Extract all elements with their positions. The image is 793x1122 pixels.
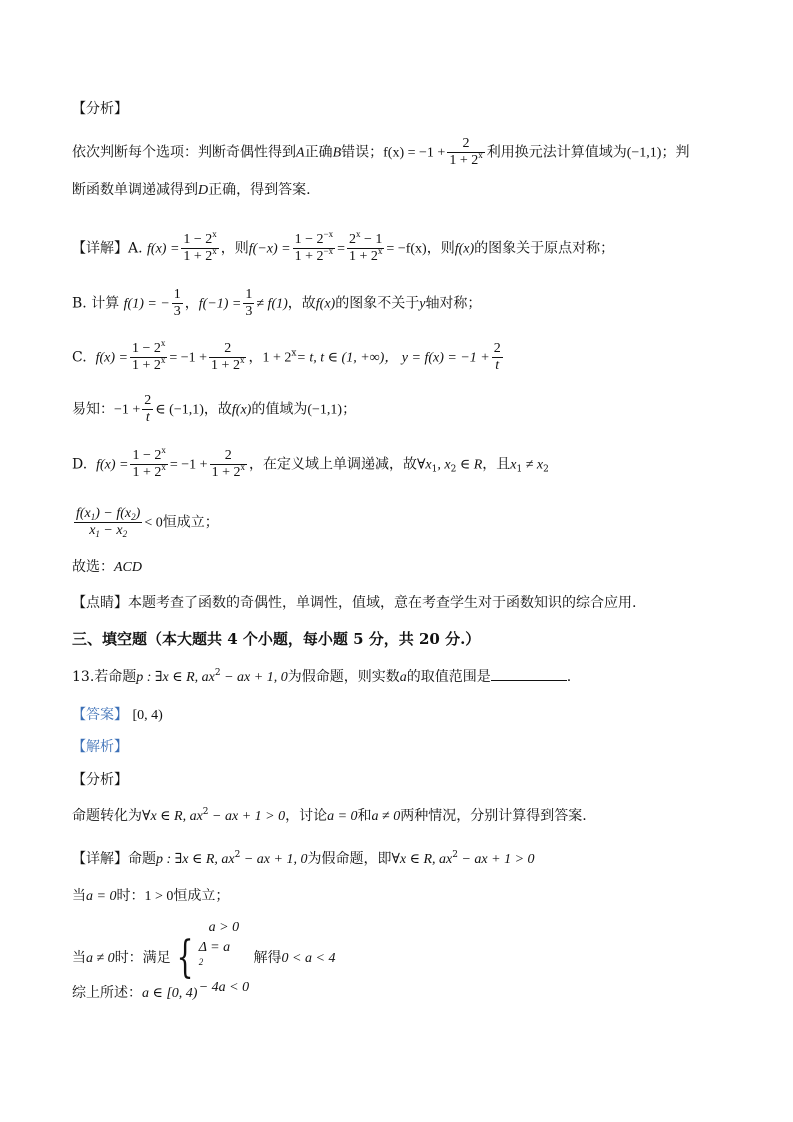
analysis-heading: 【分析】 [72, 101, 128, 117]
q13-summary: 综上所述：a ∈ [0, 4) [72, 985, 198, 1001]
analysis-line-2: 断函数单调递减得到D正确，得到答案. [72, 182, 311, 198]
q13-analysis: 命题转化为∀x ∈ R, $ax^2$ − ax + 1 > 0，讨论a = 0和a ≠ 0两种情况，分别计算得到答案. [72, 807, 587, 824]
q13-fenxi: 【分析】 [72, 772, 128, 788]
q13-analysis-tag: 【解析】 [72, 739, 128, 755]
detail-line-range: 易知：−1 + $\frac{2}{t}$ ∈ (−1,1)，故f(x)的值域为(−1,1)； [72, 393, 357, 425]
detail-line-A: 【详解】A. f(x) = $\frac{1 - 2^x}{1 + 2^x}$ ，则f(−x) = $\frac{1 - 2^{-x}}{1 + 2^{-x}}$ = $\frac{2^x - 1}{1 + 2^x}$ = −f(x)，则f(x)的图象关于原点对称； [72, 229, 615, 264]
detail-line-C: C. f(x) = $\frac{1 - 2^x}{1 + 2^x}$ = −1 + $\frac{2}{1 + 2^x}$ ，$1 + 2^x= t$, t ∈ (1, +∞)， y = f(x) = −1 + $\frac{2}{t}$ [72, 338, 501, 373]
section-title: 三、填空题（本大题共 4 个小题，每小题 5 分，共 20 分.） [72, 630, 481, 648]
brace-symbol: { [176, 932, 194, 983]
q13-detail: 【详解】命题p : ∃x ∈ R, $ax^2$ − ax + 1, 0为假命题，即∀x ∈ R, $ax^2$ − ax + 1 > 0 [72, 850, 535, 867]
analysis-line-1: 依次判断每个选项：判断奇偶性得到A正确B错误；f(x) = −1 + $\frac{2}{1 + 2^x}$ 利用换元法计算值域为(−1,1)；判 [72, 136, 690, 168]
answer-blank [491, 668, 567, 681]
detail-line-quotient: $\frac{f(x_1) - f(x_2)}{x_1 - x_2}$ < 0恒成立； [76, 506, 219, 539]
q13-stem: 13.若命题p : ∃x ∈ R, $ax^2$ − ax + 1, 0为假命题，则实数a的取值范围是 . [72, 668, 572, 685]
detail-line-B: B. 计算 f(1) = − $\frac{1}{3}$ ，f(−1) = $\frac{1}{3}$ ≠ f(1)，故f(x)的图象不关于y轴对称； [72, 287, 482, 319]
q13-case2: 当a ≠ 0时：满足 { a > 0 Δ = a $^2$ − 4a < 0 解得0 < a < 4 [72, 920, 336, 995]
detail-choose: 故选：ACD [72, 559, 142, 575]
q13-answer: 【答案】 [0, 4) [72, 707, 163, 723]
detail-line-D: D. f(x) = $\frac{1 - 2^x}{1 + 2^x}$ = −1 + $\frac{2}{1 + 2^x}$ ，在定义域上单调递减，故$\forall x_1$, $x_2$ ∈ R，且$x_1 \ne x_2$ [72, 445, 549, 480]
detail-comment: 【点睛】本题考查了函数的奇偶性，单调性，值域，意在考查学生对于函数知识的综合应用. [72, 595, 637, 611]
q13-case1: 当a = 0时：1 > 0恒成立； [72, 888, 230, 904]
